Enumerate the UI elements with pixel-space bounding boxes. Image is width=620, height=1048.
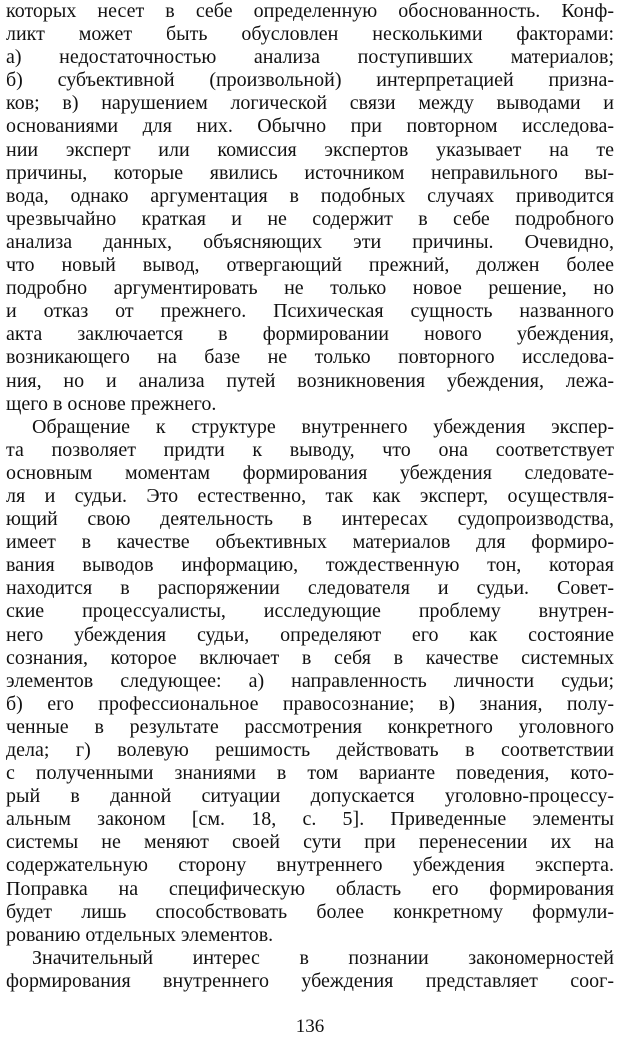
text-line: рый в данной ситуации допускается уголовно-процессу- (6, 785, 614, 808)
text-line: ля и судьи. Это естественно, так как эксперт, осуществля- (6, 484, 614, 507)
text-line: основаниями для них. Обычно при повторном исследова- (6, 115, 614, 138)
text-line: сознания, которое включает в себя в качестве системных (6, 646, 614, 669)
body-text (6, 0, 614, 993)
page-number: 136 (295, 1016, 325, 1037)
text-line: б) его профессиональное правосознание; в) знания, полу- (6, 692, 614, 715)
text-line: дела; г) волевую решимость действовать в соответствии (6, 739, 614, 761)
text-line: ков; в) нарушением логической связи между выводами и (6, 92, 614, 115)
text-line: вания выводов информацию, тождественную тон, которая (6, 554, 614, 577)
text-line: с полученными знаниями в том варианте поведения, кото- (6, 762, 614, 785)
text-line: Значительный интерес в познании закономерностей (32, 946, 614, 969)
text-line: вода, однако аргументация в подобных случаях приводится (6, 184, 614, 207)
text-line: него убеждения судьи, определяют его как состояние (6, 623, 614, 646)
text-line: ния, но и анализа путей возникновения убеждения, лежа- (6, 369, 614, 392)
text-line: ликт может быть обусловлен несколькими факторами: (6, 23, 614, 46)
text-line: альным законом [см. 18, с. 5]. Приведенные элементы (6, 808, 614, 831)
text-line: б) субъективной (произвольной) интерпретацией призна- (6, 69, 614, 92)
text-line: возникающего на базе не только повторного исследова- (6, 346, 614, 369)
text-line: будет лишь способствовать более конкретному формули- (6, 900, 614, 923)
text-line: ченные в результате рассмотрения конкретного уголовного (6, 715, 614, 738)
text-line: ские процессуалисты, исследующие проблему внутрен- (6, 600, 614, 623)
text-line: причины, которые явились источником неправильного вы- (6, 161, 614, 184)
text-line: подробно аргументировать не только новое решение, но (6, 277, 614, 300)
text-line: щего в основе прежнего. (6, 392, 217, 415)
text-line: имеет в качестве объективных материалов для формиро- (6, 531, 614, 554)
text-line: Поправка на специфическую область его формирования (6, 877, 614, 900)
text-line: находится в распоряжении следователя и судьи. Совет- (6, 577, 614, 600)
text-line: рованию отдельных элементов. (6, 923, 274, 946)
text-line: а) недостаточностью анализа поступивших материалов; (6, 46, 614, 69)
text-line: формирования внутреннего убеждения представляет соог- (6, 969, 614, 992)
text-line: системы не меняют своей сути при перенесении их на (6, 831, 614, 854)
text-line: которых несет в себе определенную обоснованность. Конф- (6, 0, 614, 22)
text-line: Обращение к структуре внутреннего убеждения экспер- (32, 415, 614, 438)
text-line: чрезвычайно краткая и не содержит в себе подробного (6, 207, 614, 230)
text-line: что новый вывод, отвергающий прежний, должен более (6, 254, 614, 277)
text-line: та позволяет придти к выводу, что она соответствует (6, 438, 614, 461)
text-line: и отказ от прежнего. Психическая сущность названного (6, 300, 614, 323)
text-line: ющий свою деятельность в интересах судопроизводства, (6, 508, 614, 531)
text-line: основным моментам формирования убеждения следовате- (6, 461, 614, 484)
text-line: акта заключается в формировании нового убеждения, (6, 323, 614, 346)
text-line: элементов следующее: а) направленность личности судьи; (6, 669, 614, 692)
text-line: нии эксперт или комиссия экспертов указывает на те (6, 138, 614, 161)
text-line: содержательную сторону внутреннего убеждения эксперта. (6, 854, 614, 877)
text-line: анализа данных, объясняющих эти причины. Очевидно, (6, 230, 614, 253)
